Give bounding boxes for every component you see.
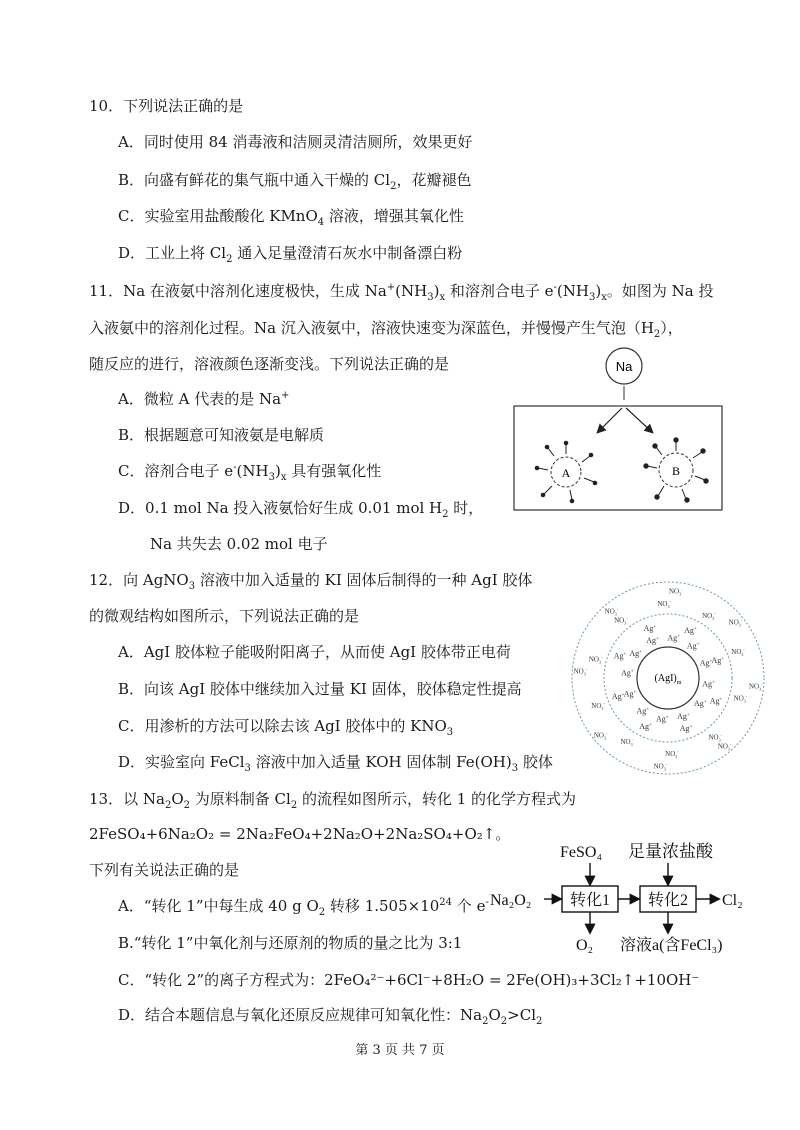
ag-ion-label: Ag+ (613, 651, 627, 661)
q13-option-d: D．结合本题信息与氧化还原反应规律可知氧化性：$Na_2O_2>Cl_2$ (118, 1006, 543, 1027)
nitrate-ion-label: $NO_3^-$ (657, 599, 671, 610)
svg-text:B: B (671, 464, 681, 478)
agi-core-label: $(AgI)_m$ (654, 673, 682, 686)
q12-stem-line1: 12．向 AgNO$_3$ 溶液中加入适量的 KI 固体后制得的一种 AgI 胶体 (89, 571, 533, 592)
q10-option-d: D．工业上将 $Cl_2$ 通入足量澄清石灰水中制备漂白粉 (118, 244, 463, 265)
q10-option-b: B．向盛有鲜花的集气瓶中通入干燥的 $Cl_2$，花瓣褪色 (118, 171, 472, 192)
q10-option-a: A．同时使用 84 消毒液和洁厕灵清洁厕所，效果更好 (118, 133, 473, 151)
q11-option-d: D．0.1 mol Na 投入液氨恰好生成 0.01 mol $H_2$ 时， (118, 499, 484, 520)
solution-a-label: 溶液a(含FeCl₃) (620, 937, 723, 954)
nitrate-ion-label: $NO_3^-$ (593, 730, 608, 741)
nitrate-ion-label: $NO_3^-$ (653, 761, 668, 772)
q11-option-d-cont: Na 共失去 0.02 mol 电子 (150, 535, 328, 553)
page-number-footer: 第 3 页 共 7 页 (355, 1043, 445, 1058)
conversion-1-label: 转化1 (569, 892, 611, 909)
q10-stem: 10．下列说法正确的是 (89, 97, 244, 115)
q12-option-a: A．AgI 胶体粒子能吸附阳离子，从而使 AgI 胶体带正电荷 (118, 643, 511, 661)
na2o2-label: Na₂O₂ (490, 892, 532, 909)
ag-ion-label: Ag+ (686, 641, 700, 651)
arrow-to-b (626, 408, 652, 432)
q11-option-a: A．微粒 A 代表的是 Na+ (118, 390, 290, 408)
q13-option-c: C．“转化 2”的离子方程式为：2FeO₄²⁻+6Cl⁻+8H₂O = 2Fe(OH)₃+3Cl₂↑+10OH⁻ (118, 971, 700, 989)
nitrate-ion-label: $NO_3^-$ (748, 681, 763, 692)
q13-process-flowchart (488, 838, 758, 958)
q10-option-c: C．实验室用盐酸酸化 KMnO$_4$ 溶液，增强其氧化性 (118, 207, 464, 228)
q11-option-c: C．溶剂合电子 $e^-(NH_3)_x$ 具有强氧化性 (118, 462, 382, 483)
nitrate-ion-label: $NO_3^-$ (604, 606, 619, 617)
ag-ion-label: Ag+ (679, 723, 693, 733)
q11-solvation-diagram (510, 344, 730, 514)
ag-ion-label: Ag+ (643, 624, 657, 634)
ag-ion-label: Ag+ (611, 692, 625, 702)
nitrate-ion-label: $NO_3^-$ (728, 617, 743, 628)
nitrate-ion-label: $NO_3^-$ (573, 666, 588, 677)
q13-option-b: B.“转化 1”中氧化剂与还原剂的物质的量之比为 3:1 (118, 934, 463, 952)
q11-stem-line2: 入液氨中的溶剂化过程。Na 沉入液氨中，溶液快速变为深蓝色，并慢慢产生气泡$(H_2)$， (89, 319, 683, 340)
ag-ion-label: Ag+ (702, 679, 715, 689)
conversion-2-label: 转化2 (647, 892, 689, 909)
nitrate-ion-label: $NO_3^-$ (733, 693, 748, 704)
ag-ion-label: Ag+ (709, 696, 723, 706)
ag-ion-label: Ag+ (621, 668, 634, 678)
o2-label: O₂ (576, 937, 594, 954)
ag-ion-label: Ag+ (655, 714, 669, 724)
particle-a-cluster (535, 441, 597, 503)
ag-ion-label: Ag+ (667, 633, 681, 643)
q12-option-d: D．实验室向 FeCl$_3$ 溶液中加入适量 KOH 固体制 $Fe(OH)_3$ 胶体 (118, 753, 553, 774)
nitrate-ion-label: $NO_3^-$ (588, 654, 603, 665)
ag-ion-label: Ag+ (623, 689, 637, 699)
q13-option-a: A．“转化 1”中每生成 40 g $O_2$ 转移 $1.505\times 10^{24}$ 个 e- (118, 897, 489, 918)
q13-equation: 2FeSO₄+6Na₂O₂ = 2Na₂FeO₄+2Na₂O+2Na₂SO₄+O₂↑。 (89, 825, 511, 843)
q12-option-c: C．用渗析的方法可以除去该 AgI 胶体中的 $KNO_3$ (118, 717, 454, 738)
nitrate-ion-label: $NO_3^-$ (708, 732, 722, 743)
nitrate-ion-label: $NO_3^-$ (668, 586, 683, 597)
ag-ion-label: Ag+ (711, 655, 725, 665)
ag-ion-label: Ag+ (629, 648, 643, 658)
ag-ion-label: Ag+ (693, 699, 707, 709)
arrow-to-a (598, 408, 622, 432)
ag-ion-label: Ag+ (684, 626, 697, 635)
q13-stem-line1: 13．以 $Na_2O_2$ 为原料制备 $Cl_2$ 的流程如图所示，转化 1 的化学方程式为 (89, 790, 577, 811)
nitrate-ion-label: $NO_3^-$ (620, 736, 634, 747)
ag-ion-label: Ag+ (639, 722, 652, 731)
nitrate-ion-label: $NO_3^-$ (702, 611, 716, 622)
particle-b-cluster (644, 438, 708, 502)
nitrate-ion-label: $NO_3^-$ (717, 741, 732, 752)
q11-stem-line3: 随反应的进行，溶液颜色逐渐变浅。下列说法正确的是 (89, 355, 450, 373)
svg-text:A: A (561, 466, 571, 480)
q12-stem-line2: 的微观结构如图所示，下列说法正确的是 (89, 607, 360, 625)
q11-stem-line1: 11．Na 在液氨中溶剂化速度极快，生成 $Na^+(NH_3)_x$ 和溶剂合电子 $e^-(NH_3)_x$。如图为 Na 投 (89, 282, 714, 303)
na-label: Na (615, 359, 633, 374)
q12-option-b: B．向该 AgI 胶体中继续加入过量 KI 固体，胶体稳定性提高 (118, 680, 522, 698)
cl2-label: Cl₂ (722, 892, 743, 909)
nitrate-ion-label: $NO_3^-$ (591, 700, 605, 711)
nitrate-ion-label: $NO_3^-$ (731, 647, 745, 658)
q13-stem-line3: 下列有关说法正确的是 (89, 861, 240, 879)
nitrate-ion-label: $NO_3^-$ (665, 748, 679, 759)
q12-agi-colloid-diagram (560, 580, 776, 776)
nitrate-ion-label: $NO_3^-$ (614, 615, 628, 626)
ag-ion-label: Ag+ (636, 706, 650, 716)
ag-ion-label: Ag+ (677, 712, 690, 721)
ag-ion-label: Ag+ (646, 636, 659, 645)
conc-hcl-label: 足量浓盐酸 (628, 842, 713, 861)
ag-ion-label: Ag+ (699, 658, 713, 668)
feso4-label: FeSO₄ (560, 844, 603, 861)
q11-option-b: B．根据题意可知液氨是电解质 (118, 426, 325, 444)
